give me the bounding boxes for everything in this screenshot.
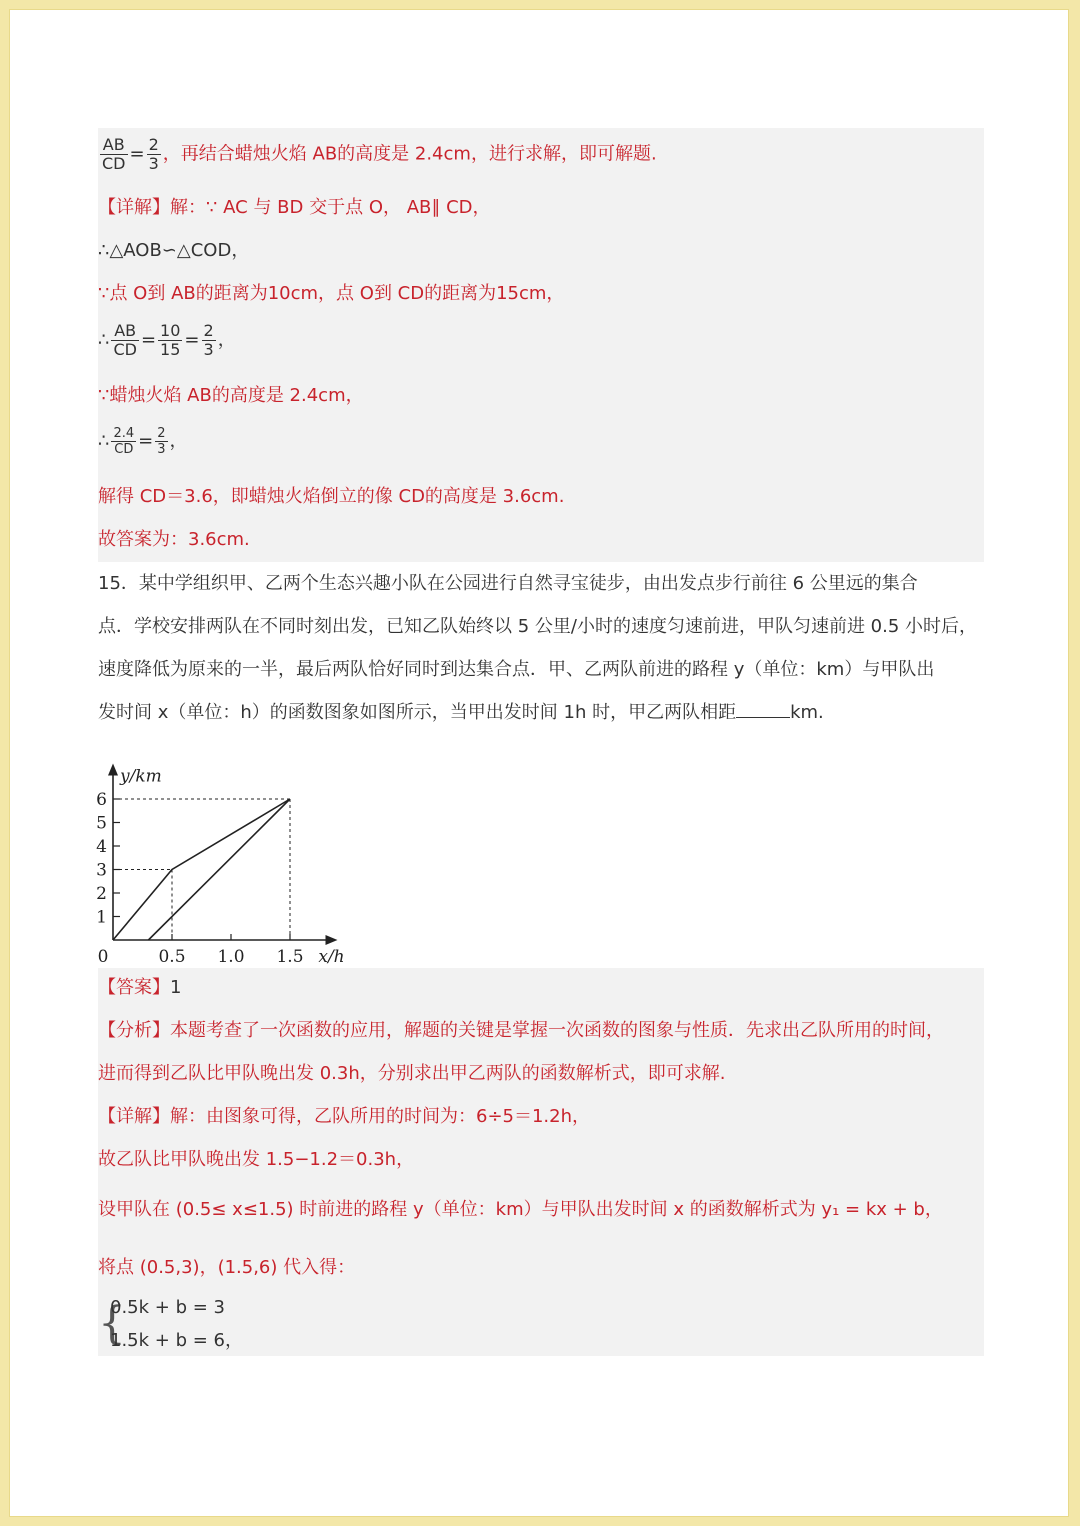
analysis-line-1: 【分析】本题考查了一次函数的应用，解题的关键是掌握一次函数的图象与性质．先求出乙队所用的时间， xyxy=(98,1020,944,1041)
x-tick-label: 1.5 xyxy=(276,947,304,967)
system-row-2: 1.5k + b = 6， xyxy=(110,1330,243,1351)
detail-line-2: 【详解】解：由图象可得，乙队所用的时间为：6÷5＝1.2h， xyxy=(98,1106,591,1127)
ratio-line: ∴ $\frac{AB}{CD}$ = $\frac{10}{15}$ = $\frac{2}{3}$ ， xyxy=(98,321,236,359)
y-axis-label: y/km xyxy=(120,766,162,787)
answer-line: 故答案为：3.6cm. xyxy=(98,529,250,550)
points-line: 将点 (0.5,3)，(1.5,6) 代入得： xyxy=(98,1257,356,1278)
detail-tag: 【详解】 xyxy=(98,197,170,218)
x-axis-arrow xyxy=(326,935,338,945)
setup-line: 设甲队在 (0.5≤ x≤1.5) 时前进的路程 y（单位：km）与甲队出发时间 x 的函数解析式为 y₁ = kx + b， xyxy=(98,1199,943,1220)
late-line: 故乙队比甲队晚出发 1.5−1.2＝0.3h， xyxy=(98,1149,415,1170)
answer-result-line: 【答案】1 xyxy=(98,977,182,998)
answer-tag: 【答案】 xyxy=(98,977,170,998)
detail-line: 【详解】解：∵ AC 与 BD 交于点 O， AB∥ CD， xyxy=(98,197,491,218)
y-tick-label: 4 xyxy=(96,837,107,857)
function-graph xyxy=(90,738,360,968)
y-tick-label: 5 xyxy=(96,813,107,834)
system-row-1: 0.5k + b = 3 xyxy=(110,1297,225,1318)
ratio-fraction-value: $\frac{2}{3}$ xyxy=(148,135,159,173)
intro-line: $\frac{AB}{CD}$ = $\frac{2}{3}$ ，再结合蜡烛火焰 AB的高度是 2.4cm，进行求解，即可解题. xyxy=(102,135,657,173)
y-axis-arrow xyxy=(108,764,118,776)
question-line-2: 点．学校安排两队在不同时刻出发，已知乙队始终以 5 公里/小时的速度匀速前进，甲队匀速前进 0.5 小时后， xyxy=(98,616,978,637)
solve-line: 解得 CD＝3.6，即蜡烛火焰倒立的像 CD的高度是 3.6cm. xyxy=(98,486,565,507)
x-tick-label: 0.5 xyxy=(158,947,186,967)
y-tick-label: 2 xyxy=(96,884,107,904)
question-line-4: 发时间 x（单位：h）的函数图象如图所示，当甲出发时间 1h 时，甲乙两队相距 km. xyxy=(98,702,824,723)
ratio-fraction: $\frac{AB}{CD}$ xyxy=(102,135,126,173)
height-line: ∵蜡烛火焰 AB的高度是 2.4cm， xyxy=(98,385,364,406)
question-line-1: 15．某中学组织甲、乙两个生态兴趣小队在公园进行自然寻宝徒步，由出发点步行前往 6 公里远的集合 xyxy=(98,573,918,594)
x-tick-label: 1.0 xyxy=(217,947,245,967)
analysis-line-2: 进而得到乙队比甲队晚出发 0.3h，分别求出甲乙两队的函数解析式，即可求解. xyxy=(98,1063,726,1084)
y-tick-label: 1 xyxy=(96,907,107,928)
left-brace: { xyxy=(98,1298,126,1349)
y-tick-label: 6 xyxy=(96,790,107,810)
answer-blank xyxy=(736,701,790,718)
equation-line: ∴ $\frac{2.4}{CD}$ = $\frac{2}{3}$ ， xyxy=(98,426,188,457)
similar-line: ∴△AOB∽△COD， xyxy=(98,240,250,261)
x-axis-label: x/h xyxy=(318,947,345,967)
distance-line: ∵点 O到 AB的距离为10cm，点 O到 CD的距离为15cm， xyxy=(98,283,565,304)
origin-label: 0 xyxy=(97,947,109,967)
y-tick-label: 3 xyxy=(96,860,107,881)
question-line-3: 速度降低为原来的一半，最后两队恰好同时到达集合点．甲、乙两队前进的路程 y（单位：km）与甲队出 xyxy=(98,659,935,680)
